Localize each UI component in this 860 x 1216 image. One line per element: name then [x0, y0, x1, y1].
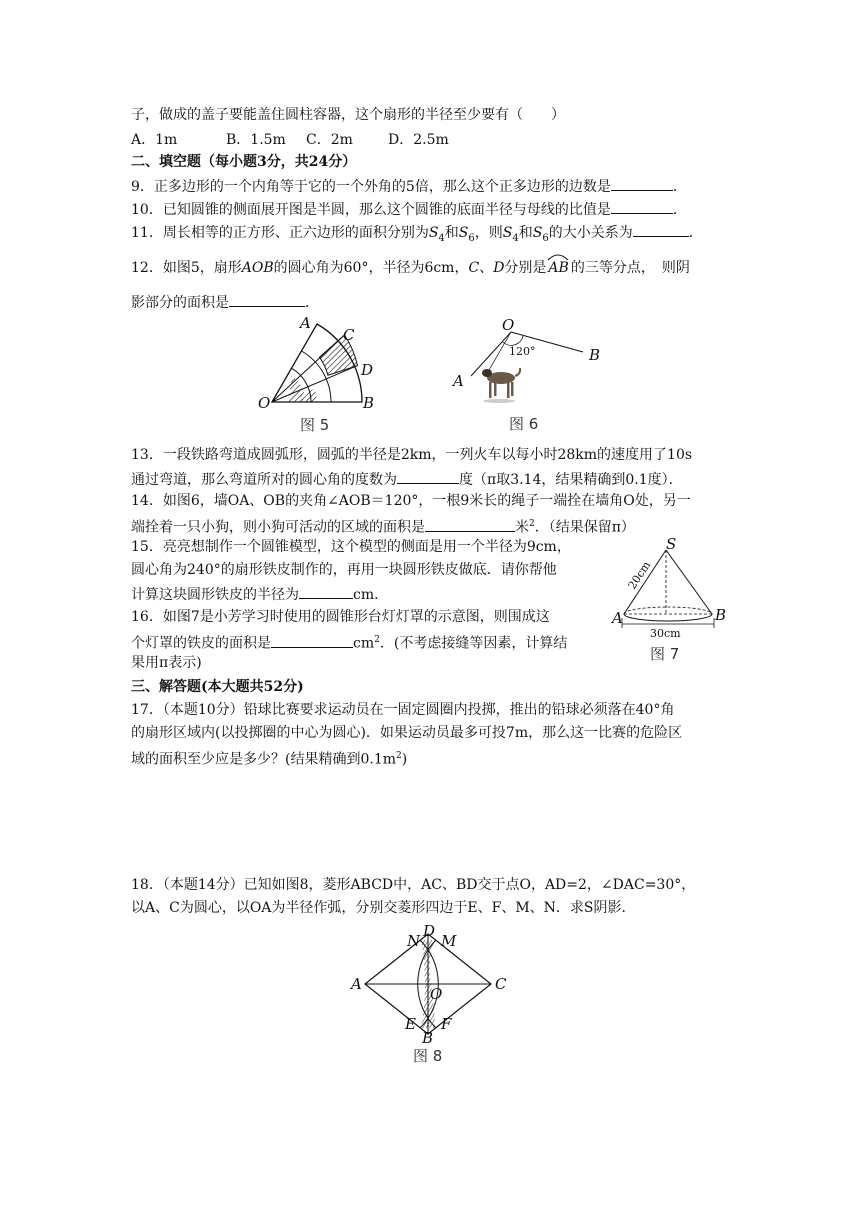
- fig8-label-e: E: [405, 1015, 416, 1033]
- question-17-line2: 的扇形区域内(以投掷圈的中心为圆心)．如果运动员最多可投7m，那么这一比赛的危险区: [131, 725, 683, 741]
- question-17: 17．（本题10分）铅球比赛要求运动员在一固定圆圈内投掷，推出的铅球必须落在40°角: [131, 702, 675, 718]
- fig7-label-s: S: [666, 538, 677, 553]
- question-17-line3: 域的面积至少应是多少？(结果精确到$0.1m^2$): [131, 751, 408, 768]
- answer-blank-11[interactable]: [633, 222, 689, 237]
- fig8-label-c: C: [495, 975, 507, 993]
- dog-icon: [482, 368, 520, 403]
- answer-blank-10[interactable]: [611, 199, 673, 214]
- answer-blank-14[interactable]: [425, 517, 515, 532]
- section-solve-heading: 三、解答题(本大题共52分): [131, 679, 304, 695]
- fig6-label-a: A: [453, 372, 464, 390]
- answer-blank-13[interactable]: [397, 469, 459, 484]
- fig7-label-a: A: [612, 609, 623, 627]
- answer-blank-15[interactable]: [299, 584, 353, 599]
- answer-blank-12[interactable]: [229, 292, 305, 307]
- fig6-caption: 图 6: [509, 415, 539, 433]
- fig5-label-b: B: [363, 394, 375, 412]
- answer-blank-16[interactable]: [271, 633, 353, 648]
- figure-7: [600, 538, 735, 666]
- question-14-line2: 端拴着一只小狗，则小狗可活动的区域的面积是 米$^2$．（结果保留π）: [131, 515, 635, 537]
- question-9: 9．正多边形的一个内角等于它的一个外角的5倍，那么这个正多边形的边数是 ．: [131, 176, 687, 196]
- question-15-line3: 计算这块圆形铁皮的半径为 cm．: [131, 584, 388, 604]
- q8-continuation: 子，做成的盖子要能盖住圆柱容器，这个扇形的半径至少要有（ ）: [131, 107, 565, 123]
- question-18: 18．（本题14分）已知如图8，菱形ABCD中，AC、BD交于点O，AD=2，∠DAC=30°，: [131, 877, 696, 893]
- question-10: 10．已知圆锥的侧面展开图是半圆，那么这个圆锥的底面半径与母线的比值是 ．: [131, 199, 687, 219]
- question-16: 16．如图7是小芳学习时使用的圆锥形台灯灯罩的示意图，则围成这: [131, 609, 550, 625]
- fig8-label-d: D: [423, 922, 436, 940]
- fig6-label-o: O: [502, 316, 515, 334]
- question-15-line2: 圆心角为240°的扇形铁皮制作的，再用一块圆形铁皮做底．请你帮他: [131, 562, 557, 578]
- fig5-label-c: C: [343, 326, 355, 344]
- question-16-line2: 个灯罩的铁皮的面积是 $cm^2$．(不考虑接缝等因素，计算结: [131, 631, 567, 653]
- option-c[interactable]: C．2m: [306, 132, 353, 148]
- fig8-label-n: N: [407, 932, 421, 950]
- question-16-line3: 果用π表示): [131, 655, 202, 671]
- arc-ab-symbol: AB: [546, 259, 570, 277]
- fig7-label-b: B: [715, 606, 727, 624]
- fig7-base-label: 30cm: [650, 627, 681, 640]
- question-12-line2: 影部分的面积是 ．: [131, 292, 319, 312]
- fig8-caption: 图 8: [413, 1047, 443, 1065]
- answer-blank-9[interactable]: [611, 176, 673, 191]
- fig8-label-a: A: [351, 975, 362, 993]
- question-14: 14．如图6，墙OA、OB的夹角∠AOB＝120°，一根9米长的绳子一端拴在墙角O处，另一: [131, 493, 691, 509]
- fig6-angle-label: 120°: [509, 345, 536, 358]
- q8-options: [131, 131, 449, 149]
- section-fill-in-heading: 二、填空题（每小题3分，共24分）: [131, 154, 357, 170]
- figure-6: [445, 312, 610, 435]
- option-d[interactable]: D．2.5m: [388, 132, 449, 148]
- question-18-line2: 以A、C为圆心，以OA为半径作弧，分别交菱形四边于E、F、M、N．求S阴影．: [131, 900, 636, 916]
- fig8-label-o: O: [430, 985, 443, 1003]
- question-11: 11．周长相等的正方形、正六边形的面积分别为$S_4$和$S_6$，则$S_4$和$S_6$的大小关系为 ．: [131, 222, 703, 248]
- figure-8: [345, 922, 520, 1067]
- fig5-caption: 图 5: [300, 416, 330, 434]
- fig7-slant-label: 20cm: [625, 558, 654, 592]
- fig6-label-b: B: [589, 346, 601, 364]
- fig7-caption: 图 7: [650, 645, 680, 663]
- fig5-label-o: O: [258, 394, 271, 412]
- fig5-label-d: D: [361, 361, 374, 379]
- option-b[interactable]: B．1.5m: [226, 132, 286, 148]
- question-12: 12．如图5，扇形AOB的圆心角为60°，半径为6cm，C、D分别是 AB 的三等分点， 则阴: [131, 259, 690, 277]
- question-13: 13．一段铁路弯道成圆弧形，圆弧的半径是2km，一列火车以每小时28km的速度用了10s: [131, 447, 693, 463]
- fig5-label-a: A: [300, 314, 311, 332]
- question-15: 15．亮亮想制作一个圆锥模型，这个模型的侧面是用一个半径为9cm，: [131, 539, 571, 555]
- figure-5: [250, 310, 390, 435]
- fig8-label-b: B: [422, 1029, 434, 1047]
- fig8-label-f: F: [441, 1015, 452, 1033]
- option-a[interactable]: A．1m: [131, 132, 178, 148]
- question-13-line2: 通过弯道，那么弯道所对的圆心角的度数为 度（π取3.14，结果精确到0.1度）．: [131, 469, 683, 489]
- fig8-label-m: M: [441, 932, 457, 950]
